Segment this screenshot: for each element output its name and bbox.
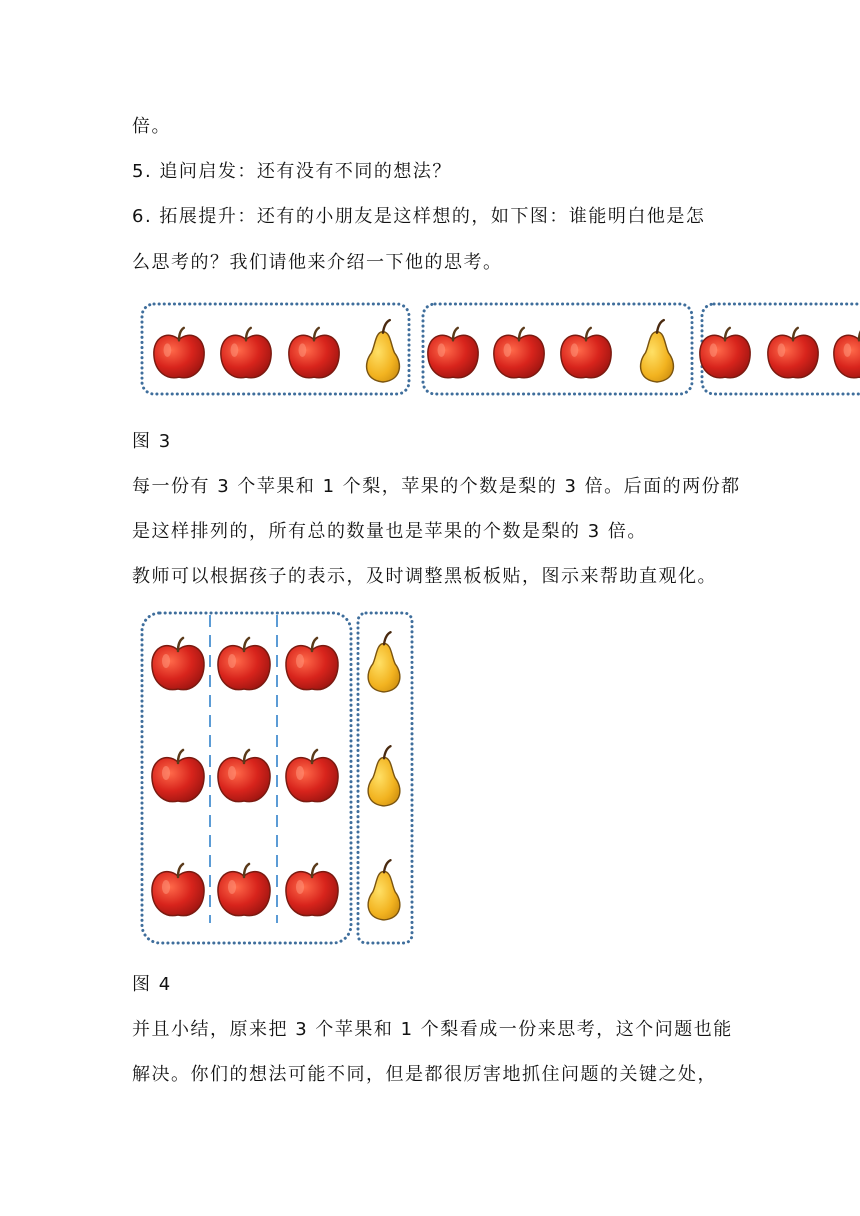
text-line-2: 5. 追问启发：还有没有不同的想法？	[132, 161, 452, 182]
figure-3	[0, 295, 860, 405]
apple-icon	[152, 750, 204, 802]
apple-icon	[768, 328, 818, 378]
apple-icon	[834, 328, 860, 378]
apple-icon	[700, 328, 750, 378]
pear-icon	[368, 632, 400, 692]
apple-icon	[218, 638, 270, 690]
apple-icon	[289, 328, 339, 378]
text-line-9: 解决。你们的想法可能不同，但是都很厉害地抓住问题的关键之处，	[132, 1064, 717, 1085]
apple-icon	[218, 750, 270, 802]
apple-icon	[286, 750, 338, 802]
pear-icon	[641, 320, 674, 382]
figure-3-caption: 图 3	[132, 431, 172, 452]
apple-icon	[286, 864, 338, 916]
text-line-8: 并且小结，原来把 3 个苹果和 1 个梨看成一份来思考，这个问题也能	[132, 1019, 733, 1040]
apple-icon	[152, 864, 204, 916]
apple-icon	[218, 864, 270, 916]
apple-icon	[152, 638, 204, 690]
apple-icon	[561, 328, 611, 378]
text-line-7: 教师可以根据孩子的表示，及时调整黑板板贴，图示来帮助直观化。	[132, 566, 717, 587]
apple-icon	[221, 328, 271, 378]
apple-icon	[286, 638, 338, 690]
text-line-5: 每一份有 3 个苹果和 1 个梨，苹果的个数是梨的 3 倍。后面的两份都	[132, 476, 741, 497]
pear-icon	[368, 746, 400, 806]
figure-4-caption: 图 4	[132, 974, 172, 995]
apple-icon	[494, 328, 544, 378]
pear-icon	[368, 860, 400, 920]
apple-icon	[428, 328, 478, 378]
pear-icon	[367, 320, 400, 382]
text-line-6: 是这样排列的，所有总的数量也是苹果的个数是梨的 3 倍。	[132, 521, 647, 542]
text-line-3: 6. 拓展提升：还有的小朋友是这样想的，如下图：谁能明白他是怎	[132, 206, 706, 227]
figure-4	[0, 605, 860, 950]
text-line-4: 么思考的？我们请他来介绍一下他的思考。	[132, 252, 503, 273]
apple-icon	[154, 328, 204, 378]
text-line-1: 倍。	[132, 116, 171, 137]
